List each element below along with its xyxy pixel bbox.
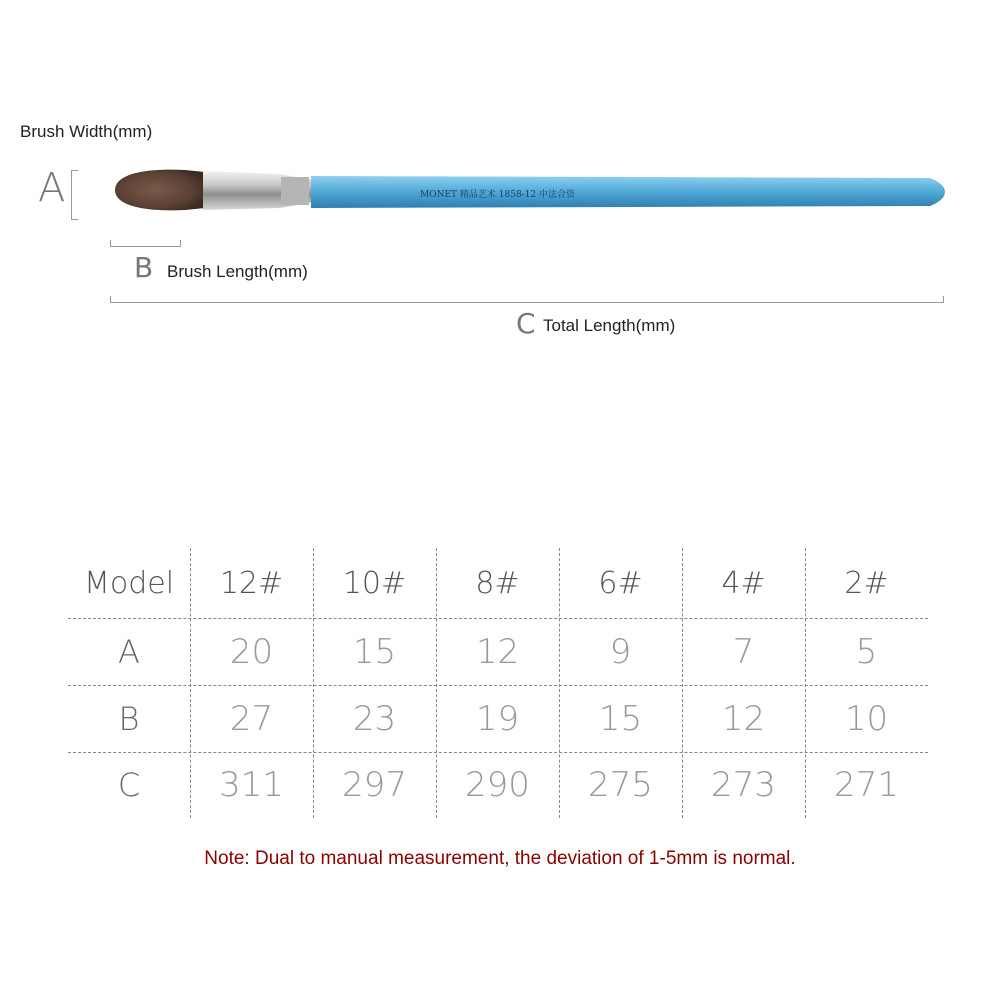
table-header-size: 8# xyxy=(475,565,520,601)
table-header-size: 12# xyxy=(219,565,284,601)
table-cell: 15 xyxy=(352,631,397,672)
brush-length-label: Brush Length(mm) xyxy=(167,262,308,281)
table-cell: 19 xyxy=(475,698,520,739)
total-length-label: Total Length(mm) xyxy=(543,316,676,335)
table-cell: 275 xyxy=(588,765,653,805)
brush-width-label: Brush Width(mm) xyxy=(20,122,153,141)
table-row-label: B xyxy=(118,699,140,738)
table-cell: 297 xyxy=(342,765,407,805)
table-cell: 311 xyxy=(219,765,284,805)
table-cell: 12 xyxy=(475,631,520,672)
table-row-label: A xyxy=(118,632,140,671)
table-cell: 271 xyxy=(834,765,899,805)
table-header-size: 6# xyxy=(598,565,643,601)
brush-image xyxy=(105,160,955,220)
table-header-model: Model xyxy=(83,565,175,601)
table-cell: 23 xyxy=(352,698,397,739)
table-header-size: 2# xyxy=(844,565,889,601)
table-column-divider xyxy=(559,548,560,818)
size-table xyxy=(68,548,928,818)
table-cell: 12 xyxy=(721,698,766,739)
table-column-divider xyxy=(805,548,806,818)
table-row-divider xyxy=(68,752,928,753)
width-bracket xyxy=(71,170,78,220)
total-length-bracket xyxy=(110,296,944,303)
table-row-divider xyxy=(68,685,928,686)
dimension-letter-b: B xyxy=(134,251,154,284)
table-row-divider xyxy=(68,618,928,619)
table-header-size: 4# xyxy=(721,565,766,601)
table-cell: 20 xyxy=(229,631,274,672)
table-column-divider xyxy=(313,548,314,818)
dimension-letter-c: C xyxy=(516,307,536,340)
table-row-label: C xyxy=(117,766,141,804)
brush-length-bracket xyxy=(110,240,181,247)
table-column-divider xyxy=(436,548,437,818)
measurement-note: Note: Dual to manual measurement, the deviation of 1-5mm is normal. xyxy=(204,848,796,869)
brush-hair xyxy=(115,170,205,211)
brush-handle-text: MONET 精品艺术 1858-12 中法合资 xyxy=(420,190,576,200)
table-cell: 273 xyxy=(711,765,776,805)
table-cell: 15 xyxy=(598,698,643,739)
table-cell: 27 xyxy=(229,698,274,739)
table-cell: 9 xyxy=(609,631,632,672)
table-cell: 290 xyxy=(465,765,530,805)
dimension-letter-a: A xyxy=(38,165,66,211)
table-column-divider xyxy=(682,548,683,818)
brush-crimp xyxy=(281,177,309,205)
table-cell: 7 xyxy=(732,631,755,672)
table-cell: 10 xyxy=(844,698,889,739)
table-cell: 5 xyxy=(855,631,878,672)
brush-handle xyxy=(311,176,945,208)
table-header-size: 10# xyxy=(342,565,407,601)
table-column-divider xyxy=(190,548,191,818)
